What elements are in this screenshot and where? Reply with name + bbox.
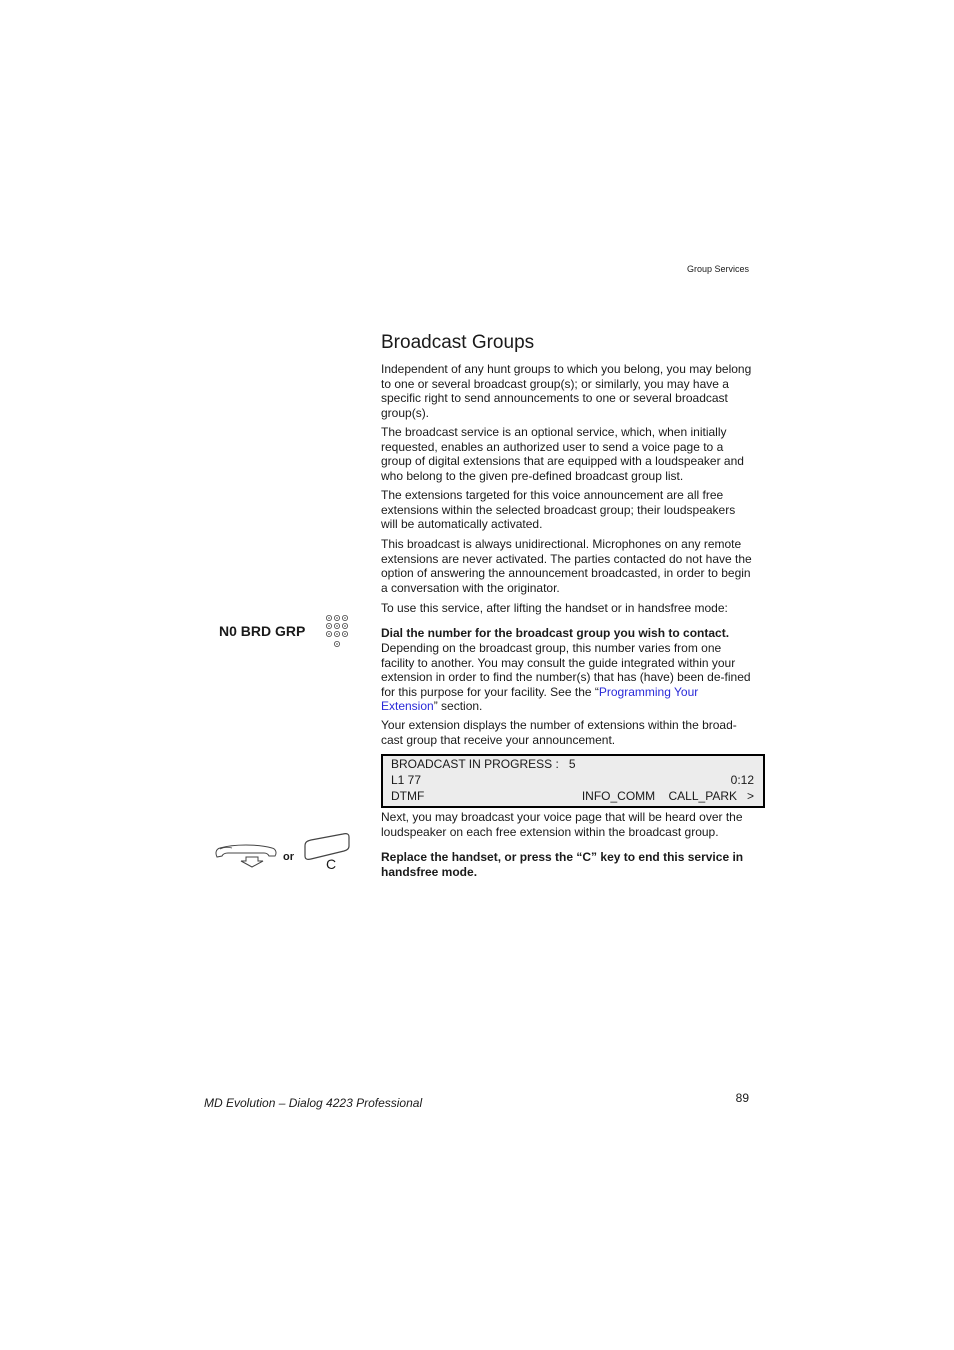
display-row-1: BROADCAST IN PROGRESS : 5: [391, 757, 576, 771]
dial-instruction: Dial the number for the broadcast group you wish to contact.: [381, 626, 730, 640]
page-number: 89: [735, 1091, 749, 1105]
step-label-brd-grp: N0 BRD GRP: [219, 623, 306, 639]
dial-explanation: Depending on the broadcast group, this number varies from one facility to another. You may consult the guide integrated within your extension in order to find the number(s) that has (have) been de-fined for this purpose for your facility. See the “Programming Your Extension” section.: [381, 641, 751, 713]
extensions-paragraph: The extensions targeted for this voice announcement are all free extensions within the selected broadcast group; their loudspeakers will be automatically activated.: [381, 488, 736, 531]
service-paragraph: The broadcast service is an optional service, which, when initially requested, enables an authorized user to send a voice page to a group of digital extensions that are equipped with a loudspeaker and who belong to the given pre-defined broadcast group list.: [381, 425, 744, 483]
phone-display: [381, 754, 765, 808]
end-service-instruction: Replace the handset, or press the “C” key to end this service in handsfree mode.: [381, 850, 744, 879]
or-label: or: [283, 851, 294, 863]
unidirectional-paragraph: This broadcast is always unidirectional. Microphones on any remote extensions are never activated. The parties contacted do not have the option of answering the announcement broadcasted, in order to begin a conversation with the originator.: [381, 537, 752, 595]
page-title: Broadcast Groups: [381, 332, 535, 353]
after-display-paragraph: Next, you may broadcast your voice page that will be heard over the loudspeaker on each free extension within the broadcast group.: [381, 810, 743, 839]
intro-paragraph: Independent of any hunt groups to which you belong, you may belong to one or several broadcast group(s); or similarly, you may have a specific right to send announcements to one or several broadcast group(s).: [381, 362, 752, 420]
usage-paragraph: To use this service, after lifting the handset or in handsfree mode:: [381, 601, 728, 615]
display-row-3: DTMF INFO_COMM CALL_PARK >: [391, 789, 754, 803]
programming-link[interactable]: Programming Your Extension: [381, 684, 699, 713]
handset-down-icon: [214, 843, 278, 869]
running-header: Group Services: [686, 264, 749, 274]
display-explanation: Your extension displays the number of extensions within the broad-cast group that receive your announcement.: [381, 718, 737, 747]
display-row-2: L1 77 0:12: [391, 773, 754, 787]
keypad-icon: [325, 614, 351, 650]
footer-title: MD Evolution – Dialog 4223 Professional: [204, 1096, 423, 1110]
c-key-label: C: [326, 856, 337, 872]
